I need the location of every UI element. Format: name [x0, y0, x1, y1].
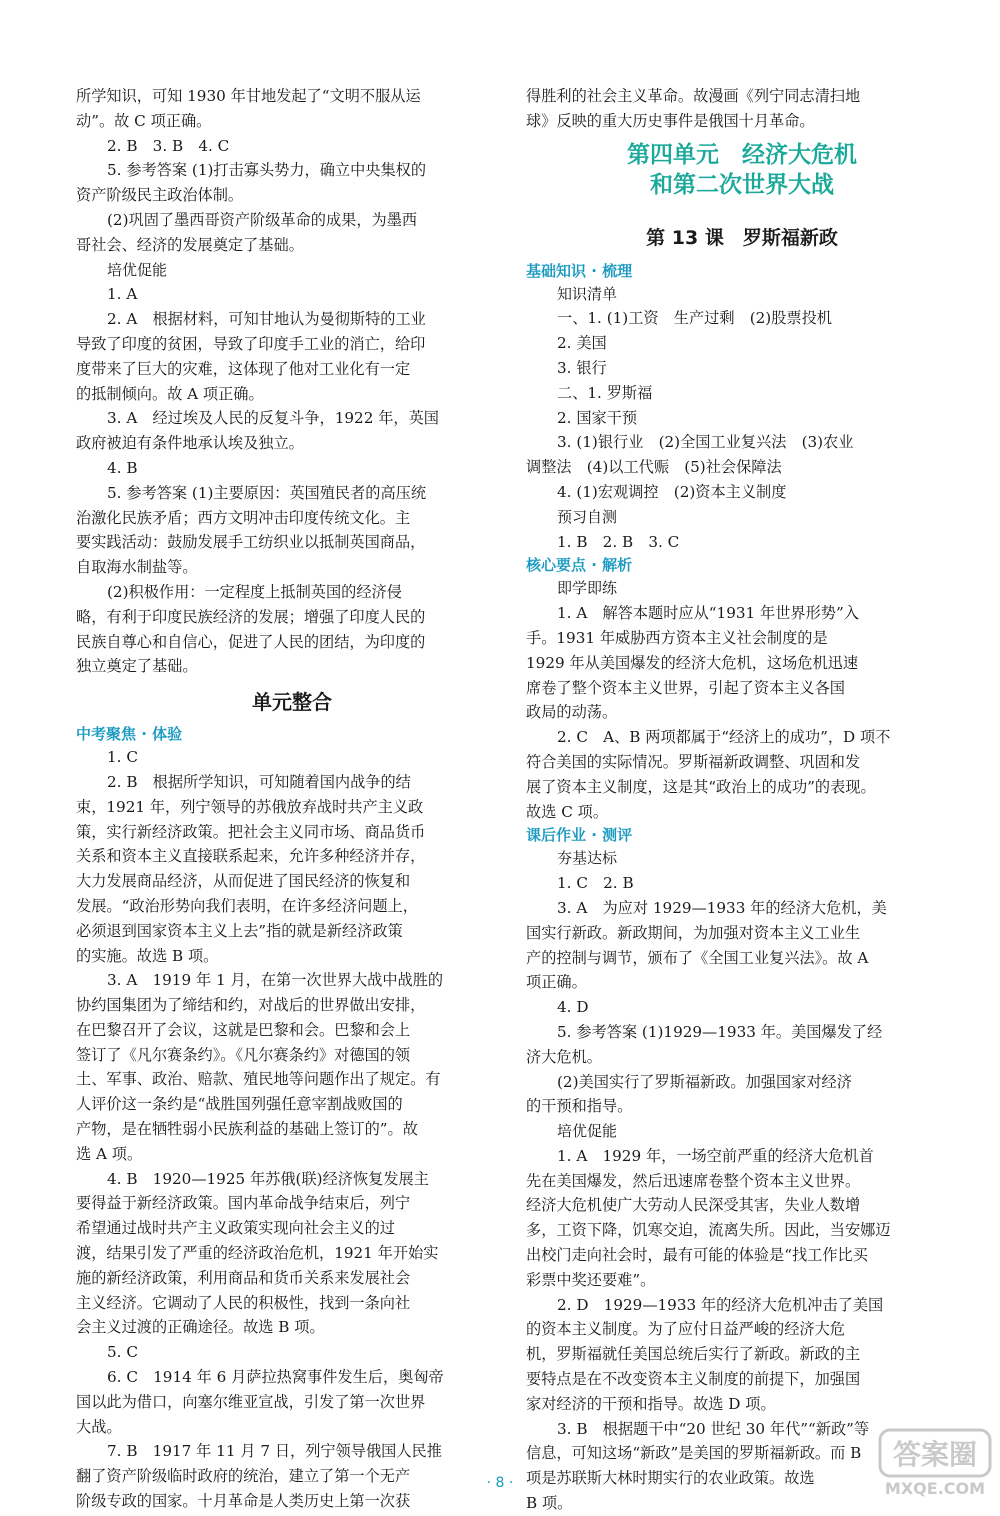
paragraph-line: 治激化民族矛盾；西方文明冲击印度传统文化。主: [76, 508, 411, 527]
paragraph-line: 要得益于新经济政策。国内革命战争结束后，列宁: [76, 1194, 411, 1213]
section-label: 核心要点 · 解析: [526, 556, 633, 575]
answer-line: 2. C A、B 两项都属于“经济上的成功”，D 项不: [557, 728, 891, 747]
paragraph-line: 在巴黎召开了会议，这就是巴黎和会。巴黎和会上: [76, 1020, 411, 1039]
paragraph-line: (2)美国实行了罗斯福新政。加强国家对经济: [557, 1072, 852, 1091]
paragraph-line: 翻了资产阶级临时政府的统治，建立了第一个无产: [76, 1467, 411, 1486]
answer-line: 1. C 2. B: [557, 874, 634, 893]
answer-line: 2. B 3. B 4. C: [107, 136, 230, 155]
paragraph-line: 签订了《凡尔赛条约》。《凡尔赛条约》对德国的领: [76, 1045, 411, 1064]
paragraph-line: 会主义过渡的正确途径。故选 B 项。: [76, 1318, 325, 1337]
paragraph-line: 符合美国的实际情况。罗斯福新政调整、巩固和发: [526, 752, 861, 771]
paragraph-line: 产物，是在牺牲弱小民族利益的基础上签订的”。故: [76, 1120, 418, 1139]
paragraph-line: 项是苏联斯大林时期实行的农业政策。故选: [526, 1469, 815, 1488]
paragraph-line: 关系和资本主义直接联系起来，允许多种经济并存，: [76, 847, 426, 866]
right-column: [526, 84, 958, 1516]
answer-line: 3. A 经过埃及人民的反复斗争，1922 年，英国: [107, 409, 439, 428]
paragraph-line: 大战。: [76, 1417, 122, 1436]
paragraph-line: 的抵制倾向。故 A 项正确。: [76, 384, 264, 403]
paragraph-line: 国以此为借口，向塞尔维亚宣战，引发了第一次世界: [76, 1392, 426, 1411]
paragraph-line: 必须退到国家资本主义上去”指的就是新经济政策: [76, 921, 403, 940]
paragraph-line: 项正确。: [526, 973, 587, 992]
watermark-logo: [876, 1426, 994, 1498]
watermark-top-text: 答案圈: [892, 1438, 978, 1471]
paragraph-line: 球》反映的重大历史事件是俄国十月革命。: [526, 111, 815, 130]
answer-line: 2. 美国: [557, 334, 607, 353]
paragraph-line: 出校门走向社会时，最有可能的体验是“找工作比买: [526, 1246, 868, 1265]
paragraph-line: 信息，可知这场“新政”是美国的罗斯福新政。而 B: [526, 1444, 862, 1463]
paragraph-line: 的资本主义制度。为了应付日益严峻的经济大危: [526, 1320, 845, 1339]
subheading: 知识清单: [557, 284, 618, 303]
answer-line: 一、1. (1)工资 生产过剩 (2)股票投机: [557, 309, 832, 328]
paragraph-line: 所学知识，可知 1930 年甘地发起了“文明不服从运: [76, 87, 421, 105]
answer-line: 2. 国家干预: [557, 408, 638, 427]
paragraph-line: 家对经济的干预和指导。故选 D 项。: [526, 1394, 776, 1413]
answer-line: 2. D 1929—1933 年的经济大危机冲击了美国: [557, 1295, 884, 1314]
subheading: 即学即练: [557, 579, 618, 598]
page-number: · 8 ·: [486, 1475, 514, 1491]
subheading: 培优促能: [557, 1122, 618, 1141]
paragraph-line: 济大危机。: [526, 1047, 602, 1066]
unit-title: 第四单元 经济大危机: [627, 141, 857, 168]
paragraph-line: 先在美国爆发，然后迅速席卷整个资本主义世界。: [526, 1171, 861, 1190]
paragraph-line: 手。1931 年威胁西方资本主义社会制度的是: [526, 628, 828, 647]
answer-line: 3. A 1919 年 1 月，在第一次世界大战中战胜的: [107, 971, 444, 990]
paragraph-line: 人评价这一条约是“战胜国列强任意宰割战败国的: [76, 1095, 403, 1114]
paragraph-line: 展了资本主义制度，这是其“政治上的成功”的表现。: [526, 777, 876, 796]
paragraph-line: (2)积极作用：一定程度上抵制英国的经济侵: [107, 582, 402, 601]
lesson-title: 第 13 课 罗斯福新政: [646, 226, 838, 249]
paragraph-line: 大力发展商品经济，从而促进了国民经济的恢复和: [76, 872, 411, 891]
answer-line: 7. B 1917 年 11 月 7 日，列宁领导俄国人民推: [107, 1442, 442, 1461]
paragraph-line: 施的新经济政策，利用商品和货币关系来发展社会: [76, 1268, 411, 1287]
paragraph-line: 国实行新政。新政期间，为加强对资本主义工业生: [526, 923, 861, 942]
left-column: [76, 84, 508, 1514]
paragraph-line: 的实施。故选 B 项。: [76, 946, 219, 965]
answer-line: 4. B 1920—1925 年苏俄(联)经济恢复发展主: [107, 1169, 429, 1188]
answer-line: 3. A 为应对 1929—1933 年的经济大危机，美: [557, 898, 887, 917]
answer-line: 5. C: [107, 1343, 138, 1362]
paragraph-line: 机，罗斯福就任美国总统后实行了新政。新政的主: [526, 1345, 861, 1364]
answer-line: 3. 银行: [557, 358, 607, 377]
paragraph-line: 阶级专政的国家。十月革命是人类历史上第一次获: [76, 1492, 411, 1511]
answer-line: 3. B 根据题干中“20 世纪 30 年代”“新政”等: [557, 1419, 870, 1438]
paragraph-line: 产的控制与调节，颁布了《全国工业复兴法》。故 A: [526, 948, 869, 967]
unit-title: 和第二次世界大战: [650, 171, 834, 198]
paragraph-line: 希望通过战时共产主义政策实现向社会主义的过: [76, 1219, 395, 1238]
section-heading: 单元整合: [252, 690, 332, 715]
answer-line: 1. A 1929 年，一场空前严重的经济大危机首: [557, 1146, 874, 1165]
paragraph-line: (2)巩固了墨西哥资产阶级革命的成果，为墨西: [107, 210, 418, 229]
subheading: 培优促能: [107, 260, 168, 279]
paragraph-line: 度带来了巨大的灾难，这体现了他对工业化有一定: [76, 359, 411, 378]
paragraph-line: 选 A 项。: [76, 1144, 143, 1163]
paragraph-line: 略，有利于印度民族经济的发展；增强了印度人民的: [76, 607, 426, 626]
answer-line: 1. A 解答本题时应从“1931 年世界形势”入: [557, 604, 859, 623]
answer-line: 5. 参考答案 (1)1929—1933 年。美国爆发了经: [557, 1022, 883, 1041]
answer-line: 4. B: [107, 458, 138, 477]
answer-line: 2. A 根据材料，可知甘地认为曼彻斯特的工业: [107, 310, 426, 329]
paragraph-line: 策，实行新经济政策。把社会主义同市场、商品货币: [76, 822, 426, 841]
paragraph-line: 彩票中奖还要难”。: [526, 1270, 656, 1289]
paragraph-line: 动”。故 C 项正确。: [76, 111, 212, 130]
paragraph-line: 1929 年从美国爆发的经济大危机，这场危机迅速: [526, 653, 859, 672]
subheading: 预习自测: [557, 507, 618, 526]
answer-line: 5. 参考答案 (1)主要原因：英国殖民者的高压统: [107, 483, 427, 502]
subheading: 夯基达标: [557, 849, 618, 868]
paragraph-line: 调整法 (4)以工代赈 (5)社会保障法: [526, 458, 782, 477]
paragraph-line: 政局的动荡。: [526, 703, 618, 722]
paragraph-line: 哥社会、经济的发展奠定了基础。: [76, 235, 304, 254]
paragraph-line: 故选 C 项。: [526, 802, 609, 821]
paragraph-line: 要实践活动：鼓励发展手工纺织业以抵制英国商品，: [76, 533, 426, 552]
paragraph-line: 得胜利的社会主义革命。故漫画《列宁同志清扫地: [526, 87, 861, 105]
answer-line: 5. 参考答案 (1)打击寡头势力，确立中央集权的: [107, 161, 427, 180]
paragraph-line: 导致了印度的贫困，导致了印度手工业的消亡，给印: [76, 334, 426, 353]
answer-line: 二、1. 罗斯福: [557, 383, 653, 402]
paragraph-line: 经济大危机使广大劳动人民深受其害，失业人数增: [526, 1196, 861, 1215]
paragraph-line: 束，1921 年，列宁领导的苏俄放弃战时共产主义政: [76, 797, 424, 816]
answer-line: 6. C 1914 年 6 月萨拉热窝事件发生后，奥匈帝: [107, 1368, 444, 1387]
section-label: 中考聚焦 · 体验: [76, 725, 183, 744]
paragraph-line: 政府被迫有条件地承认埃及独立。: [76, 434, 304, 453]
paragraph-line: 资产阶级民主政治体制。: [76, 186, 244, 205]
paragraph-line: 多，工资下降，饥寒交迫，流离失所。因此，当安娜迈: [526, 1221, 891, 1240]
paragraph-line: B 项。: [526, 1494, 573, 1513]
answer-line: 1. B 2. B 3. C: [557, 532, 680, 551]
paragraph-line: 的干预和指导。: [526, 1097, 633, 1116]
paragraph-line: 发展。“政治形势向我们表明，在许多经济问题上，: [76, 896, 418, 915]
answer-line: 2. B 根据所学知识，可知随着国内战争的结: [107, 772, 411, 791]
paragraph-line: 协约国集团为了缔结和约，对战后的世界做出安排，: [76, 996, 426, 1015]
paragraph-line: 土、军事、政治、赔款、殖民地等问题作出了规定。有: [76, 1070, 441, 1089]
answer-line: 1. A: [107, 285, 138, 304]
section-label: 课后作业 · 测评: [526, 826, 633, 845]
paragraph-line: 民族自尊心和自信心，促进了人民的团结，为印度的: [76, 632, 426, 651]
paragraph-line: 自取海水制盐等。: [76, 558, 198, 577]
answer-line: 4. D: [557, 998, 589, 1017]
section-label: 基础知识 · 梳理: [526, 261, 633, 280]
paragraph-line: 主义经济。它调动了人民的积极性，找到一条向社: [76, 1293, 411, 1312]
watermark-bottom-text: MXQE.COM: [884, 1479, 986, 1498]
paragraph-line: 渡，结果引发了严重的经济政治危机，1921 年开始实: [76, 1244, 439, 1263]
paragraph-line: 要特点是在不改变资本主义制度的前提下，加强国: [526, 1370, 861, 1389]
answer-line: 1. C: [107, 748, 138, 767]
paragraph-line: 独立奠定了基础。: [76, 657, 198, 676]
answer-line: 3. (1)银行业 (2)全国工业复兴法 (3)农业: [557, 433, 854, 452]
answer-line: 4. (1)宏观调控 (2)资本主义制度: [557, 482, 787, 501]
paragraph-line: 席卷了整个资本主义世界，引起了资本主义各国: [526, 678, 845, 697]
